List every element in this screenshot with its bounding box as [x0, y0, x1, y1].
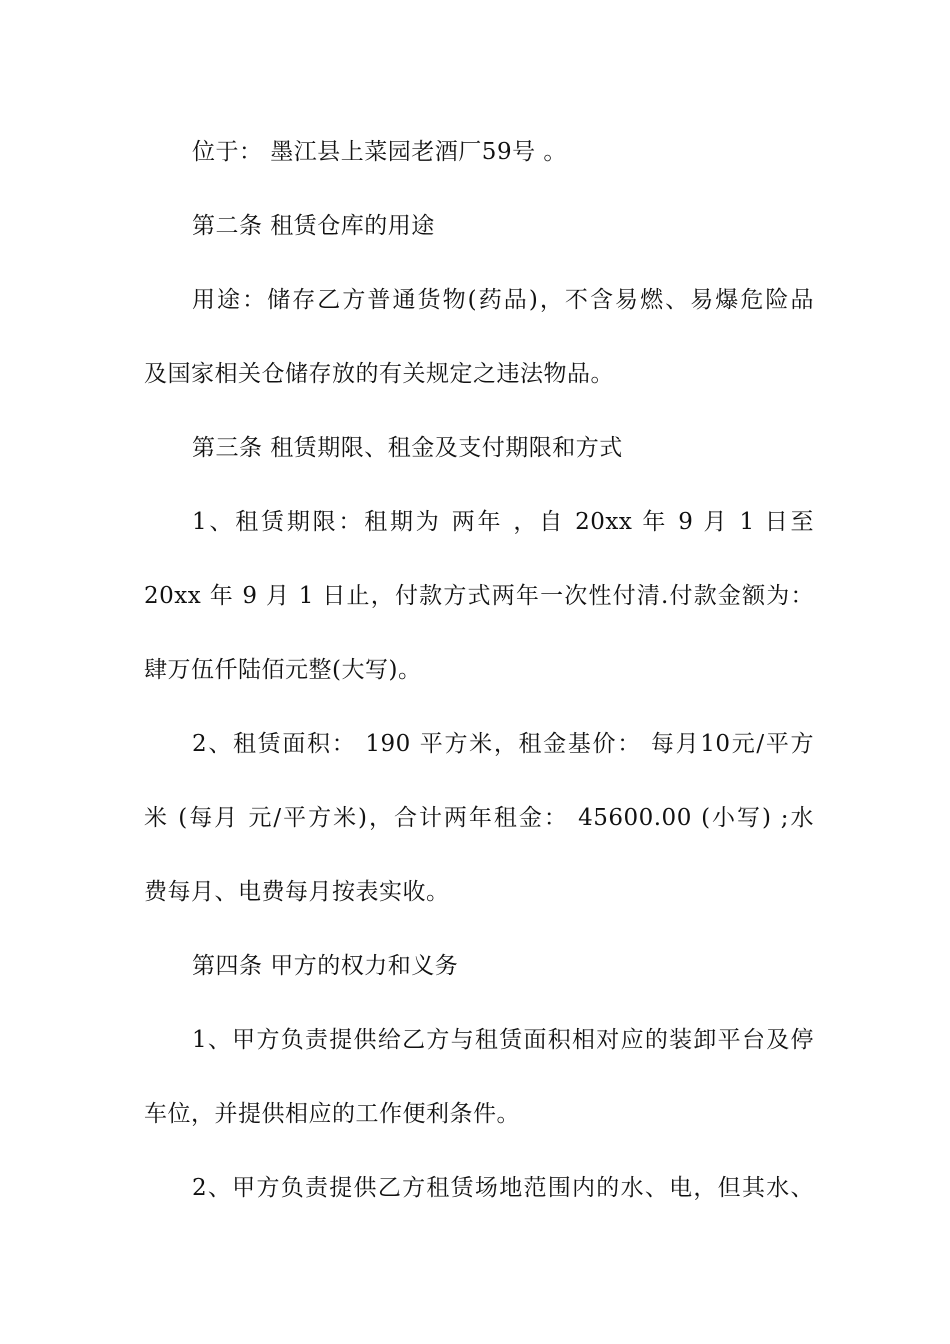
text-line-purpose-cont: 及国家相关仓储存放的有关规定之违法物品。 [144, 361, 614, 387]
text-line-party-a-2: 2、甲方负责提供乙方租赁场地范围内的水、电，但其水、 [192, 1175, 814, 1201]
text-line-utilities: 费每月、电费每月按表实收。 [144, 879, 450, 905]
text-line-location: 位于： 墨江县上菜园老酒厂59号 。 [192, 139, 567, 165]
article-4-heading: 第四条 甲方的权力和义务 [192, 953, 459, 979]
text-line-rent-total: 米 (每月 元/平方米)，合计两年租金： 45600.00 (小写) ;水 [144, 805, 814, 831]
article-3-heading: 第三条 租赁期限、租金及支付期限和方式 [192, 435, 623, 461]
text-line-lease-term: 1、租赁期限：租期为 两年 ，自 20xx 年 9 月 1 日至 [192, 509, 814, 535]
text-line-amount-uppercase: 肆万伍仟陆佰元整(大写)。 [144, 657, 422, 683]
text-line-purpose: 用途：储存乙方普通货物(药品)，不含易燃、易爆危险品 [192, 287, 814, 313]
text-line-lease-area: 2、租赁面积： 190 平方米，租金基价： 每月10元/平方 [192, 731, 814, 757]
text-line-party-a-1: 1、甲方负责提供给乙方与租赁面积相对应的装卸平台及停 [192, 1027, 814, 1053]
text-line-lease-term-cont: 20xx 年 9 月 1 日止，付款方式两年一次性付清.付款金额为： [144, 583, 814, 609]
article-2-heading: 第二条 租赁仓库的用途 [192, 213, 435, 239]
text-line-party-a-1-cont: 车位，并提供相应的工作便利条件。 [144, 1101, 520, 1127]
